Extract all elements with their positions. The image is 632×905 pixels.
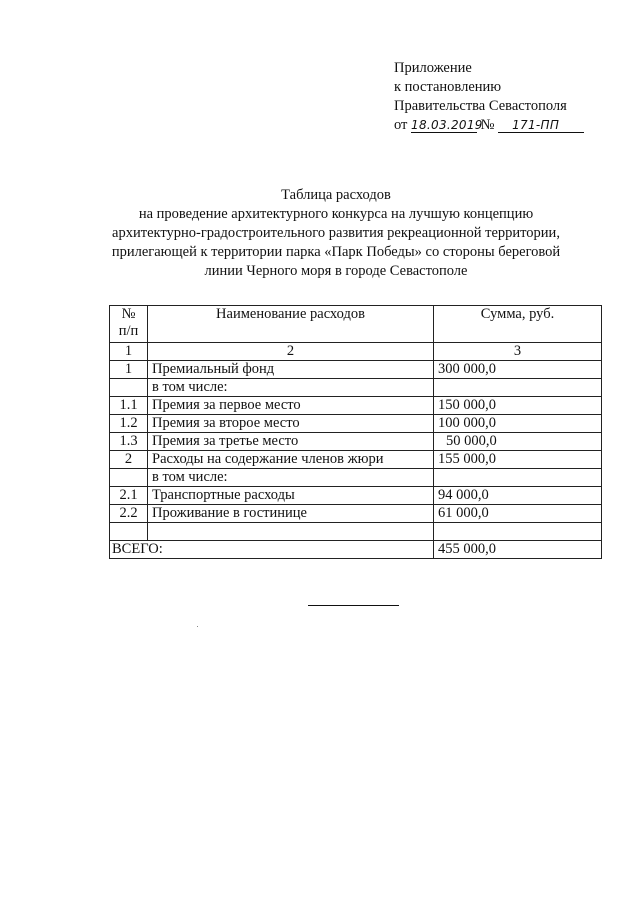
header-sum: Сумма, руб. xyxy=(434,306,602,343)
column-number: 3 xyxy=(434,343,602,361)
appendix-line-2: к постановлению xyxy=(394,79,502,95)
table-row xyxy=(110,451,602,469)
total-row xyxy=(110,541,602,559)
row-name xyxy=(148,523,434,541)
row-number: 2.2 xyxy=(110,505,148,523)
appendix-date-line xyxy=(394,116,584,135)
header-number-line-2: п/п xyxy=(118,323,139,339)
appendix-line-1: Приложение xyxy=(394,60,472,76)
title-line-1: Таблица расходов xyxy=(281,187,391,203)
from-label: от xyxy=(394,117,408,133)
column-number: 1 xyxy=(110,343,148,361)
row-name: Проживание в гостинице xyxy=(148,505,434,523)
document-title xyxy=(60,186,612,281)
row-name: в том числе: xyxy=(148,379,434,397)
total-label: ВСЕГО: xyxy=(110,541,434,559)
row-name: Премия за второе место xyxy=(148,415,434,433)
row-sum xyxy=(434,523,602,541)
row-name: Расходы на содержание членов жюри xyxy=(148,451,434,469)
table-row xyxy=(110,361,602,379)
row-number xyxy=(110,523,148,541)
row-name: Премиальный фонд xyxy=(148,361,434,379)
row-sum xyxy=(434,469,602,487)
column-number-row xyxy=(110,343,602,361)
title-line-2: на проведение архитектурного конкурса на лучшую концепцию xyxy=(138,206,534,222)
expenses-table xyxy=(109,305,602,559)
title-line-3: архитектурно-градостроительного развития рекреационной территории, xyxy=(112,225,560,241)
number-label: № xyxy=(480,117,495,133)
row-name: Премия за третье место xyxy=(148,433,434,451)
row-name: в том числе: xyxy=(148,469,434,487)
table-row xyxy=(110,487,602,505)
row-sum: 155 000,0 xyxy=(434,451,602,469)
row-name: Транспортные расходы xyxy=(148,487,434,505)
table-row xyxy=(110,397,602,415)
resolution-number: 171-ПП xyxy=(498,118,584,133)
appendix-block xyxy=(394,59,584,135)
resolution-date: 18.03.2019 xyxy=(411,118,483,132)
total-sum: 455 000,0 xyxy=(434,541,602,559)
appendix-line-3: Правительства Севастополя xyxy=(394,98,567,114)
row-sum: 50 000,0 xyxy=(434,433,602,451)
row-number: 1.1 xyxy=(110,397,148,415)
row-sum: 150 000,0 xyxy=(434,397,602,415)
row-sum: 61 000,0 xyxy=(434,505,602,523)
table-row xyxy=(110,379,602,397)
row-sum: 94 000,0 xyxy=(434,487,602,505)
row-number: 1.2 xyxy=(110,415,148,433)
table-row xyxy=(110,469,602,487)
header-number-line-1: № xyxy=(121,306,136,322)
row-number xyxy=(110,469,148,487)
row-name: Премия за первое место xyxy=(148,397,434,415)
title-line-4: прилегающей к территории парка «Парк Победы» со стороны береговой xyxy=(111,244,561,260)
row-number: 1 xyxy=(110,361,148,379)
table-row xyxy=(110,415,602,433)
title-line-5: линии Черного моря в городе Севастополе xyxy=(204,263,468,279)
table-row xyxy=(110,433,602,451)
row-sum: 100 000,0 xyxy=(434,415,602,433)
closing-rule xyxy=(308,605,399,606)
row-number: 2 xyxy=(110,451,148,469)
table-row-empty xyxy=(110,523,602,541)
column-number: 2 xyxy=(148,343,434,361)
header-number xyxy=(110,306,148,343)
row-sum: 300 000,0 xyxy=(434,361,602,379)
row-sum xyxy=(434,379,602,397)
header-name: Наименование расходов xyxy=(148,306,434,343)
row-number xyxy=(110,379,148,397)
row-number: 2.1 xyxy=(110,487,148,505)
table-row xyxy=(110,505,602,523)
row-number: 1.3 xyxy=(110,433,148,451)
scan-speck xyxy=(197,626,198,627)
table-header-row xyxy=(110,306,602,343)
